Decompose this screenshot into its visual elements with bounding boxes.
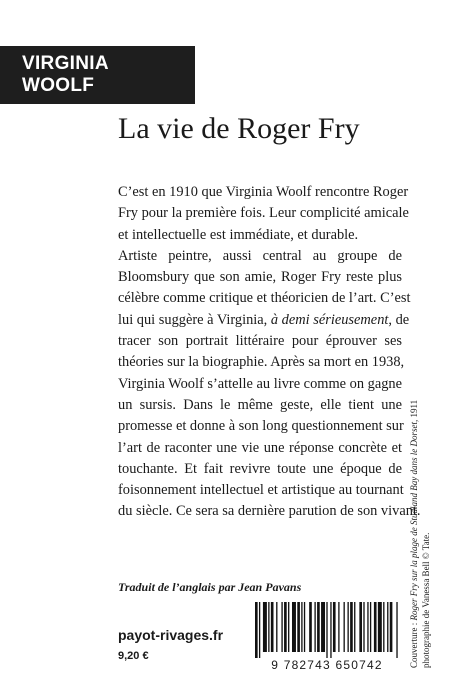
credit-year: 1911 [409,399,419,420]
blurb-line: et intellectuelle est immédiate, et durable. [118,226,359,243]
barcode-bar [304,602,305,652]
barcode-bar [359,602,362,652]
barcode-bar [354,602,355,652]
barcode-bar [330,602,331,658]
barcode-bar [301,602,302,652]
blurb-segment: lui qui suggère à Virginia, [118,311,268,328]
blurb-line: Artiste peintre, aussi central au groupe de [118,247,402,264]
blurb-line: C’est en 1910 que Virginia Woolf rencontre Roger [118,184,409,200]
blurb-line: du siècle. Ce sera sa dernière parution de son vivant. [118,503,421,520]
barcode-bar [281,602,282,652]
barcode-bar [390,602,393,652]
barcode-bar [396,602,397,658]
isbn-number: 9 782743 650742 [271,658,383,672]
blurb-line: l’art de raconter une vie une réponse concrète et [118,439,402,456]
barcode-bar [288,602,289,652]
credit-caption: Roger Fry sur la plage de Studland Bay dans le Dorset, [409,419,419,621]
blurb-line: promesse et donne à son long questionnement sur [118,418,404,435]
barcode-bar [276,602,277,652]
barcode-bar [284,602,287,652]
barcode-bar [259,602,260,658]
publisher-website: payot-rivages.fr [118,627,224,643]
credit-prefix: Couverture : [409,620,419,668]
barcode-bar [321,602,325,652]
translator-credit: Traduit de l’anglais par Jean Pavans [118,580,302,594]
barcode-bar [297,602,300,652]
barcode-bar [314,602,315,652]
barcode-bar [317,602,320,652]
barcode-bar [338,602,339,652]
barcode-bar [255,602,258,658]
barcode-bar [374,602,377,652]
author-banner [0,46,195,104]
blurb-line: tracer son portrait littéraire pour éprouver ses [118,333,402,350]
barcode-bar [263,602,267,652]
blurb-line: théories sur la biographie. Après sa mort en 1938, [118,354,405,371]
barcode-bar [292,602,296,652]
blurb-line: un sursis. Dans le même geste, elle tient une [118,396,402,413]
barcode-bar [383,602,384,652]
blurb-segment: , de [388,311,410,328]
price-label: 9,20 € [118,650,149,662]
blurb-emphasis: à demi sérieusement [270,311,389,328]
blurb-line-mixed [118,310,410,331]
cover-credit [408,388,432,668]
cover-credit-line1 [408,388,420,668]
author-first-name: VIRGINIA [22,53,109,74]
author-last-name: WOOLF [22,75,95,96]
barcode-bar [370,602,371,652]
blurb-line: Fry pour la première fois. Leur complicité amicale [118,205,409,222]
book-title: La vie de Roger Fry [118,112,360,145]
blurb-line: touchante. Et fait revivre toute une époque de [118,460,402,477]
barcode-bar [333,602,336,652]
blurb-line: Bloomsbury que son amie, Roger Fry reste plus [118,269,402,286]
barcode-bar [268,602,269,652]
barcode-bar [326,602,327,658]
barcode-bar [271,602,274,652]
barcode-bar [344,602,345,652]
cover-credit-line2: photographie de Vanessa Bell © Tate. [421,532,431,668]
barcode-bar [350,602,353,652]
barcode-bar [387,602,388,652]
barcode-bar [378,602,382,652]
barcode-bar [367,602,368,652]
barcode-bar [363,602,364,652]
blurb-line: Virginia Woolf s’attelle au livre comme on gagne [118,375,402,392]
barcode-bar [347,602,348,652]
blurb-line: foisonnement intellectuel et artistique au tournant [118,482,404,499]
blurb-line: célèbre comme critique et théoricien de l’art. C’est [118,290,411,307]
barcode-bar [309,602,312,652]
barcode-bars [253,602,401,658]
